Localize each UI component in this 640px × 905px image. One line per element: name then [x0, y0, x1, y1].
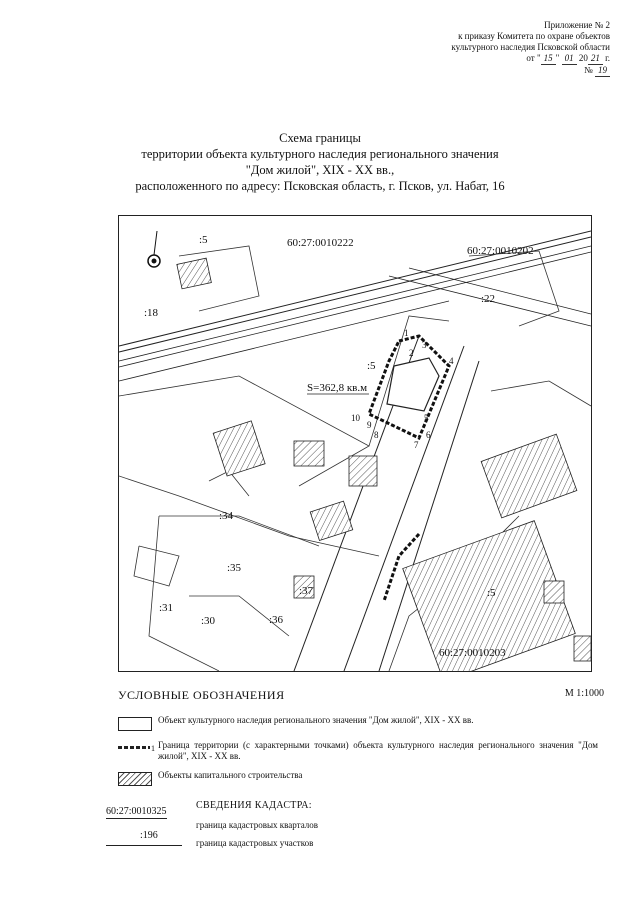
map-scale: М 1:1000: [564, 688, 604, 699]
parcel-label: :5: [487, 587, 496, 599]
map-drawing: [119, 216, 591, 671]
legend-item-buildings: Объекты капитального строительства: [118, 770, 598, 786]
parcel-label: :22: [481, 293, 496, 305]
point-label: 1: [404, 328, 409, 338]
appendix-line3: культурного наследия Псковской области: [451, 42, 610, 52]
parcel-label: :31: [159, 602, 174, 614]
area-label: S=362,8 кв.м: [307, 382, 368, 394]
title-line1: Схема границы: [279, 131, 361, 145]
parcel-text: граница кадастровых участков: [196, 838, 314, 848]
cultural-object: [387, 358, 439, 411]
point-label: 7: [414, 440, 419, 450]
order-number: 19: [595, 65, 610, 77]
hatch-pattern-icon: [118, 772, 152, 786]
parcel-label: :5: [199, 234, 208, 246]
date-year: 21: [588, 53, 603, 65]
parcel-label: :36: [269, 614, 284, 626]
date-month: 01: [562, 53, 577, 65]
object-outline-icon: [118, 717, 152, 731]
date-day: 15: [541, 53, 556, 65]
appendix-date: от " 15 " 01 20 21 г.: [526, 53, 610, 63]
legend-item-boundary: 1 Граница территории (с характерными точками) объекта культурного наследия регионального значения "Дом жилой", XIX - XX вв.: [118, 740, 598, 766]
quarter-example: 60:27:0010325: [106, 806, 167, 817]
point-label: 5: [424, 413, 429, 423]
cadastral-map: [118, 215, 592, 672]
title-line3: "Дом жилой", XIX - XX вв.,: [245, 163, 395, 177]
parcel-label: :5: [367, 360, 376, 372]
parcel-label: :35: [227, 562, 242, 574]
legend-heading: УСЛОВНЫЕ ОБОЗНАЧЕНИЯ: [118, 688, 285, 702]
point-label: 3: [422, 340, 427, 350]
boundary-line-icon: [118, 742, 150, 752]
document-title: [0, 130, 640, 194]
parcel-label: :18: [144, 307, 159, 319]
parcel-label: :37: [299, 585, 314, 597]
north-arrow-icon: [148, 231, 160, 267]
quarter-label: 60:27:0010203: [439, 647, 506, 659]
boundary-point-label: 1: [151, 744, 155, 753]
point-label: 8: [374, 430, 379, 440]
point-label: 10: [351, 413, 360, 423]
point-label: 2: [409, 348, 414, 358]
title-line2: территории объекта культурного наследия регионального значения: [141, 147, 499, 161]
parcel-example: :196: [140, 830, 158, 841]
quarter-text: граница кадастровых кварталов: [196, 820, 319, 830]
quarter-label: 60:27:0010202: [467, 245, 534, 257]
parcel-label: :34: [219, 510, 234, 522]
point-label: 9: [367, 420, 372, 430]
legend-item-object: Объект культурного наследия регионального значения "Дом жилой", XIX - XX вв.: [118, 715, 598, 731]
capital-buildings: [177, 258, 591, 671]
parcel-line: [106, 845, 182, 846]
title-line4: расположенного по адресу: Псковская область, г. Псков, ул. Набат, 16: [135, 179, 505, 193]
appendix-block: [380, 20, 610, 77]
quarter-label: 60:27:0010222: [287, 237, 354, 249]
appendix-line1: Приложение № 2: [544, 20, 610, 30]
appendix-number: № 19: [380, 65, 610, 77]
point-label: 6: [426, 430, 431, 440]
parcel-label: :30: [201, 615, 216, 627]
appendix-line2: к приказу Комитета по охране объектов: [458, 31, 610, 41]
cadastre-heading: СВЕДЕНИЯ КАДАСТРА:: [196, 800, 312, 811]
point-label: 4: [449, 356, 454, 366]
